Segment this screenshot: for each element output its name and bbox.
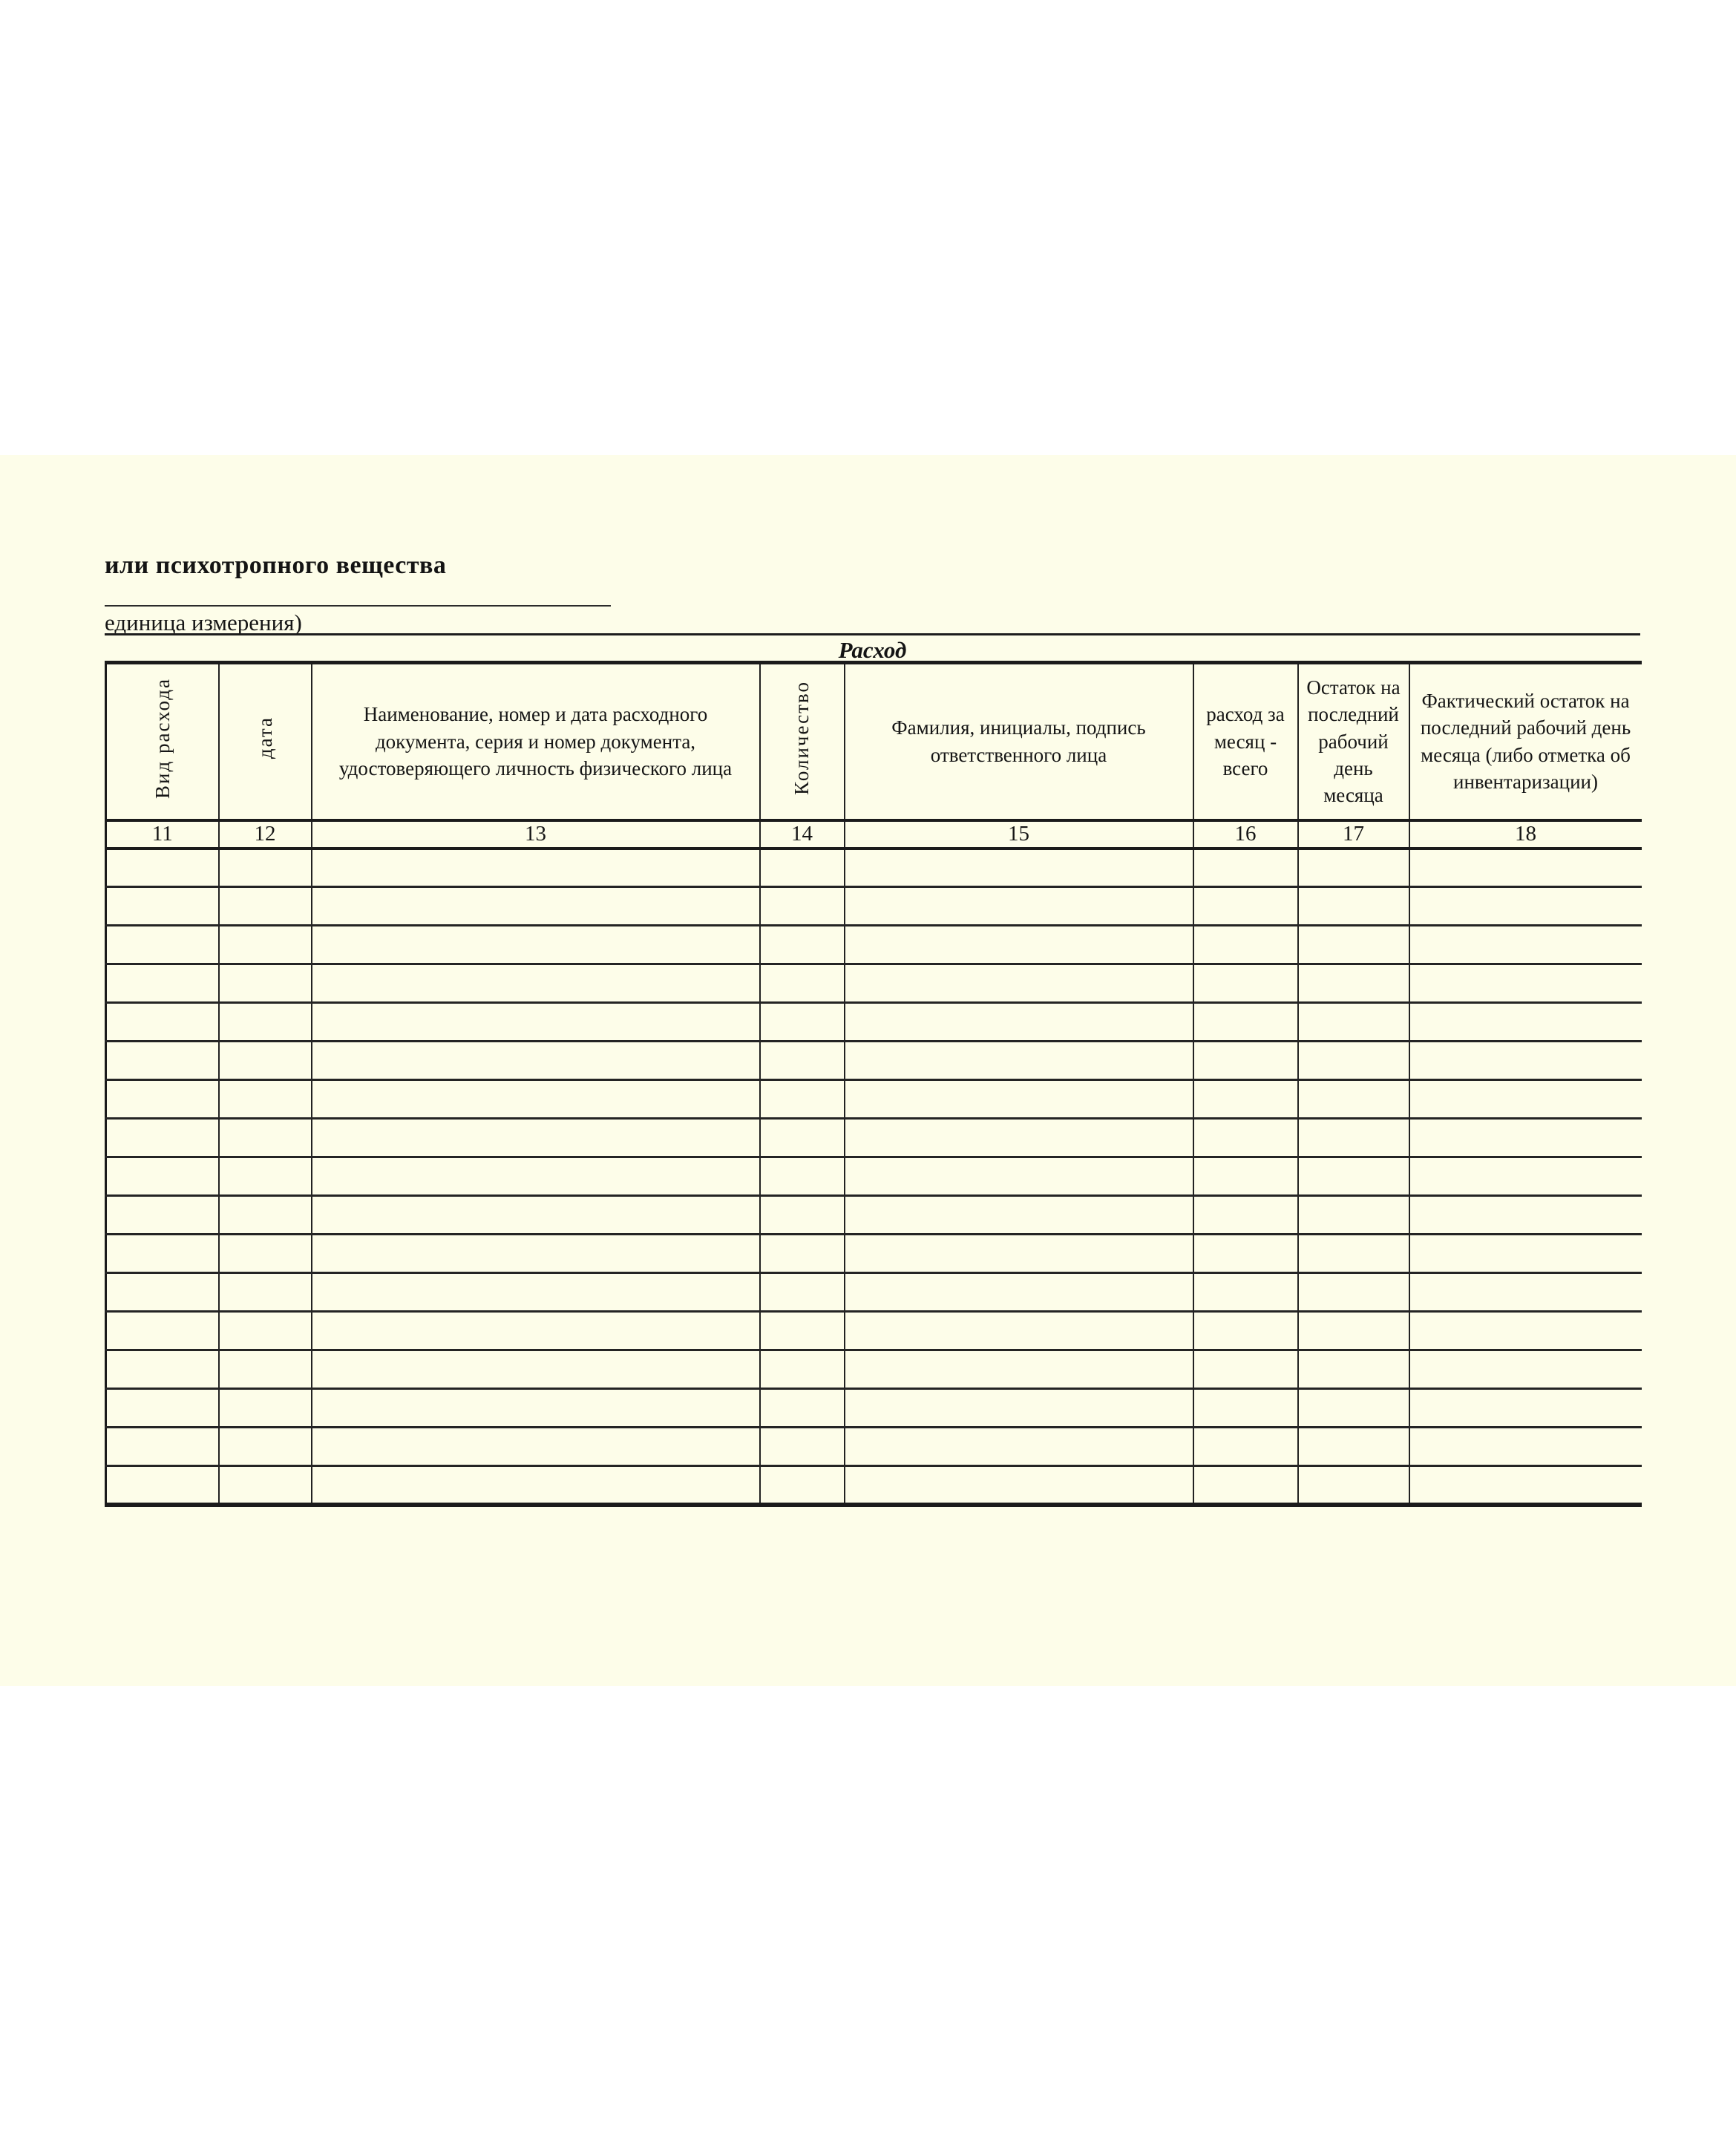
unit-of-measure-label: единица измерения) (105, 609, 302, 635)
empty-cell (845, 849, 1193, 887)
column-number-17: 17 (1298, 820, 1409, 849)
empty-cell (845, 1196, 1193, 1235)
empty-cell (106, 887, 219, 926)
empty-cell (312, 926, 760, 964)
page-title: или психотропного вещества (105, 552, 447, 579)
empty-cell (1193, 1157, 1298, 1196)
empty-cell (845, 1235, 1193, 1273)
empty-cell (760, 1273, 845, 1312)
empty-cell (312, 1196, 760, 1235)
empty-cell (1409, 1080, 1642, 1119)
header-expense-type-label: Вид расхода (151, 677, 174, 799)
empty-cell (845, 964, 1193, 1003)
empty-row (106, 926, 1642, 964)
empty-cell (1409, 1312, 1642, 1350)
empty-cell (1193, 1428, 1298, 1466)
empty-cell (845, 1312, 1193, 1350)
empty-cell (845, 1428, 1193, 1466)
header-actual-balance (1409, 663, 1642, 820)
column-number-13: 13 (312, 820, 760, 849)
empty-cell (219, 1273, 312, 1312)
empty-cell (219, 1350, 312, 1389)
header-month-total-expense-label: расход за месяц - всего (1206, 703, 1285, 780)
empty-row (106, 1235, 1642, 1273)
empty-cell (312, 1235, 760, 1273)
empty-row (106, 1389, 1642, 1428)
empty-cell (1409, 1119, 1642, 1157)
empty-cell (219, 1157, 312, 1196)
empty-cell (1298, 926, 1409, 964)
empty-cell (845, 1350, 1193, 1389)
empty-cell (1409, 1428, 1642, 1466)
header-quantity (760, 663, 845, 820)
empty-cell (760, 1003, 845, 1042)
empty-cell (219, 1119, 312, 1157)
header-responsible-person-label: Фамилия, инициалы, подпись ответственного лица (891, 716, 1146, 766)
empty-cell (845, 887, 1193, 926)
empty-cell (1409, 1235, 1642, 1273)
empty-cell (312, 1157, 760, 1196)
empty-cell (1409, 887, 1642, 926)
empty-cell (1298, 1273, 1409, 1312)
empty-cell (219, 849, 312, 887)
empty-cell (1409, 926, 1642, 964)
horizontal-rule (105, 633, 1640, 635)
empty-cell (1193, 1235, 1298, 1273)
empty-cell (219, 1042, 312, 1080)
empty-cell (760, 1042, 845, 1080)
empty-cell (1193, 1119, 1298, 1157)
empty-cell (312, 1042, 760, 1080)
empty-cell (845, 1080, 1193, 1119)
empty-cell (1409, 1273, 1642, 1312)
empty-row (106, 849, 1642, 887)
empty-cell (760, 1235, 845, 1273)
table-body (106, 849, 1642, 1505)
empty-row (106, 964, 1642, 1003)
empty-cell (1193, 1273, 1298, 1312)
empty-cell (219, 1466, 312, 1505)
header-date (219, 663, 312, 820)
empty-cell (312, 1080, 760, 1119)
ledger-page (0, 455, 1736, 1686)
empty-cell (312, 1312, 760, 1350)
empty-cell (106, 1119, 219, 1157)
header-actual-balance-label: Фактический остаток на последний рабочий день месяца (либо отметка об инвентаризации) (1420, 689, 1631, 794)
empty-cell (312, 964, 760, 1003)
empty-cell (219, 964, 312, 1003)
empty-cell (1409, 1389, 1642, 1428)
header-balance-last-working-day (1298, 663, 1409, 820)
empty-cell (219, 1235, 312, 1273)
empty-row (106, 1350, 1642, 1389)
empty-cell (106, 849, 219, 887)
empty-cell (106, 1003, 219, 1042)
empty-cell (106, 1312, 219, 1350)
empty-cell (219, 887, 312, 926)
empty-cell (845, 1003, 1193, 1042)
empty-cell (1409, 1003, 1642, 1042)
empty-cell (106, 926, 219, 964)
header-responsible-person (845, 663, 1193, 820)
empty-cell (1409, 964, 1642, 1003)
empty-cell (312, 1273, 760, 1312)
empty-cell (760, 1119, 845, 1157)
header-month-total-expense (1193, 663, 1298, 820)
empty-cell (1298, 964, 1409, 1003)
empty-cell (1409, 1042, 1642, 1080)
empty-row (106, 1428, 1642, 1466)
empty-row (106, 1080, 1642, 1119)
empty-cell (845, 1119, 1193, 1157)
empty-row (106, 1042, 1642, 1080)
column-number-16: 16 (1193, 820, 1298, 849)
empty-cell (1193, 887, 1298, 926)
empty-cell (1409, 849, 1642, 887)
header-balance-last-working-day-label: Остаток на последний рабочий день месяца (1306, 676, 1401, 807)
empty-cell (1298, 849, 1409, 887)
empty-cell (219, 1003, 312, 1042)
empty-cell (312, 1003, 760, 1042)
empty-cell (845, 1042, 1193, 1080)
empty-cell (219, 1196, 312, 1235)
empty-cell (845, 926, 1193, 964)
header-document-info-label: Наименование, номер и дата расходного документа, серия и номер документа, удостоверяющего личность физического лица (338, 703, 733, 780)
header-expense-type (106, 663, 219, 820)
empty-cell (845, 1273, 1193, 1312)
column-number-row (106, 820, 1642, 849)
column-number-11: 11 (106, 820, 219, 849)
expense-table (105, 661, 1642, 1507)
empty-cell (106, 1350, 219, 1389)
empty-row (106, 1157, 1642, 1196)
empty-cell (760, 887, 845, 926)
empty-cell (760, 1428, 845, 1466)
empty-cell (312, 1428, 760, 1466)
empty-cell (1298, 1003, 1409, 1042)
empty-cell (312, 1350, 760, 1389)
empty-cell (312, 1119, 760, 1157)
empty-cell (1193, 1350, 1298, 1389)
empty-cell (1409, 1350, 1642, 1389)
empty-cell (760, 964, 845, 1003)
empty-cell (1298, 1157, 1409, 1196)
empty-cell (106, 1196, 219, 1235)
empty-cell (845, 1389, 1193, 1428)
empty-cell (1298, 1196, 1409, 1235)
header-quantity-label: Количество (790, 681, 813, 795)
empty-cell (312, 1389, 760, 1428)
empty-cell (1193, 849, 1298, 887)
header-row (106, 663, 1642, 820)
empty-cell (1193, 1466, 1298, 1505)
empty-row (106, 1003, 1642, 1042)
empty-cell (106, 1428, 219, 1466)
empty-cell (1298, 887, 1409, 926)
empty-row (106, 1312, 1642, 1350)
empty-cell (1193, 1196, 1298, 1235)
empty-cell (219, 1389, 312, 1428)
empty-cell (106, 1389, 219, 1428)
empty-cell (106, 1157, 219, 1196)
empty-cell (760, 1389, 845, 1428)
empty-cell (1193, 926, 1298, 964)
empty-cell (1298, 1080, 1409, 1119)
empty-cell (1193, 1389, 1298, 1428)
empty-cell (106, 1273, 219, 1312)
empty-cell (106, 1042, 219, 1080)
empty-cell (1409, 1466, 1642, 1505)
empty-cell (1298, 1428, 1409, 1466)
empty-row (106, 1119, 1642, 1157)
empty-cell (760, 1157, 845, 1196)
empty-cell (760, 1350, 845, 1389)
empty-cell (760, 1080, 845, 1119)
empty-cell (760, 849, 845, 887)
section-title-raskhod: Расход (838, 637, 907, 663)
empty-cell (312, 1466, 760, 1505)
empty-row (106, 1273, 1642, 1312)
header-document-info (312, 663, 760, 820)
empty-cell (760, 1312, 845, 1350)
empty-cell (845, 1157, 1193, 1196)
empty-cell (1298, 1466, 1409, 1505)
empty-row (106, 1466, 1642, 1505)
header-date-label: дата (253, 716, 276, 759)
empty-cell (1409, 1196, 1642, 1235)
column-number-14: 14 (760, 820, 845, 849)
empty-cell (760, 926, 845, 964)
empty-cell (1409, 1157, 1642, 1196)
empty-cell (1298, 1119, 1409, 1157)
empty-cell (760, 1196, 845, 1235)
column-number-18: 18 (1409, 820, 1642, 849)
empty-cell (1298, 1350, 1409, 1389)
empty-cell (1193, 1042, 1298, 1080)
empty-cell (312, 849, 760, 887)
empty-cell (845, 1466, 1193, 1505)
empty-cell (1193, 964, 1298, 1003)
empty-cell (219, 1428, 312, 1466)
empty-cell (1298, 1235, 1409, 1273)
empty-cell (1298, 1042, 1409, 1080)
empty-cell (219, 926, 312, 964)
empty-cell (1298, 1389, 1409, 1428)
empty-cell (1298, 1312, 1409, 1350)
empty-cell (106, 1235, 219, 1273)
empty-cell (760, 1466, 845, 1505)
column-number-15: 15 (845, 820, 1193, 849)
empty-cell (106, 1080, 219, 1119)
empty-cell (1193, 1312, 1298, 1350)
empty-cell (1193, 1080, 1298, 1119)
column-number-12: 12 (219, 820, 312, 849)
empty-cell (106, 964, 219, 1003)
empty-cell (219, 1080, 312, 1119)
empty-cell (219, 1312, 312, 1350)
empty-row (106, 1196, 1642, 1235)
empty-row (106, 887, 1642, 926)
empty-cell (312, 887, 760, 926)
empty-cell (1193, 1003, 1298, 1042)
empty-cell (106, 1466, 219, 1505)
fill-in-line (105, 605, 611, 607)
